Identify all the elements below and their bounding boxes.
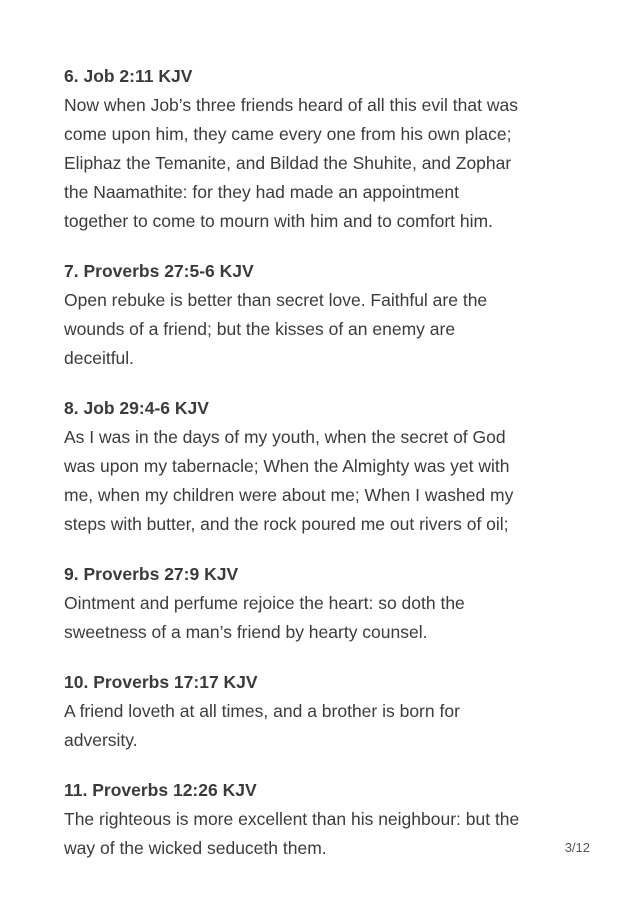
verse-line: A friend loveth at all times, and a brother is born for xyxy=(64,701,460,721)
verse-block xyxy=(64,394,584,539)
verse-title: 10. Proverbs 17:17 KJV xyxy=(64,672,258,692)
verse-text xyxy=(64,697,584,755)
verse-block xyxy=(64,776,584,863)
verse-title: 7. Proverbs 27:5-6 KJV xyxy=(64,261,254,281)
verse-block xyxy=(64,560,584,647)
verse-line: Open rebuke is better than secret love. Faithful are the xyxy=(64,290,488,310)
verse-text xyxy=(64,805,584,863)
verse-line: come upon him, they came every one from his own place; xyxy=(64,124,512,144)
verse-line: As I was in the days of my youth, when the secret of God xyxy=(64,427,506,447)
verse-line: steps with butter, and the rock poured me out rivers of oil; xyxy=(64,514,509,534)
document-body xyxy=(64,62,584,884)
verse-title: 9. Proverbs 27:9 KJV xyxy=(64,564,239,584)
verse-line: me, when my children were about me; When I washed my xyxy=(64,485,514,505)
page-number: 3/12 xyxy=(564,840,590,855)
verse-line: The righteous is more excellent than his neighbour: but the xyxy=(64,809,520,829)
verse-title: 11. Proverbs 12:26 KJV xyxy=(64,780,257,800)
verse-text xyxy=(64,286,584,373)
verse-text xyxy=(64,91,584,236)
verse-line: the Naamathite: for they had made an appointment xyxy=(64,182,459,202)
verse-line: sweetness of a man’s friend by hearty counsel. xyxy=(64,622,428,642)
verse-line: Now when Job’s three friends heard of all this evil that was xyxy=(64,95,518,115)
verse-line: Eliphaz the Temanite, and Bildad the Shuhite, and Zophar xyxy=(64,153,512,173)
verse-block xyxy=(64,257,584,373)
verse-block xyxy=(64,668,584,755)
verse-line: deceitful. xyxy=(64,348,135,368)
verse-title: 6. Job 2:11 KJV xyxy=(64,66,193,86)
verse-line: wounds of a friend; but the kisses of an enemy are xyxy=(64,319,456,339)
verse-line: Ointment and perfume rejoice the heart: so doth the xyxy=(64,593,465,613)
verse-title: 8. Job 29:4-6 KJV xyxy=(64,398,209,418)
verse-block xyxy=(64,62,584,236)
verse-line: was upon my tabernacle; When the Almighty was yet with xyxy=(64,456,510,476)
verse-line: adversity. xyxy=(64,730,138,750)
verse-line: together to come to mourn with him and to comfort him. xyxy=(64,211,493,231)
verse-text xyxy=(64,423,584,539)
verse-text xyxy=(64,589,584,647)
verse-line: way of the wicked seduceth them. xyxy=(64,838,327,858)
